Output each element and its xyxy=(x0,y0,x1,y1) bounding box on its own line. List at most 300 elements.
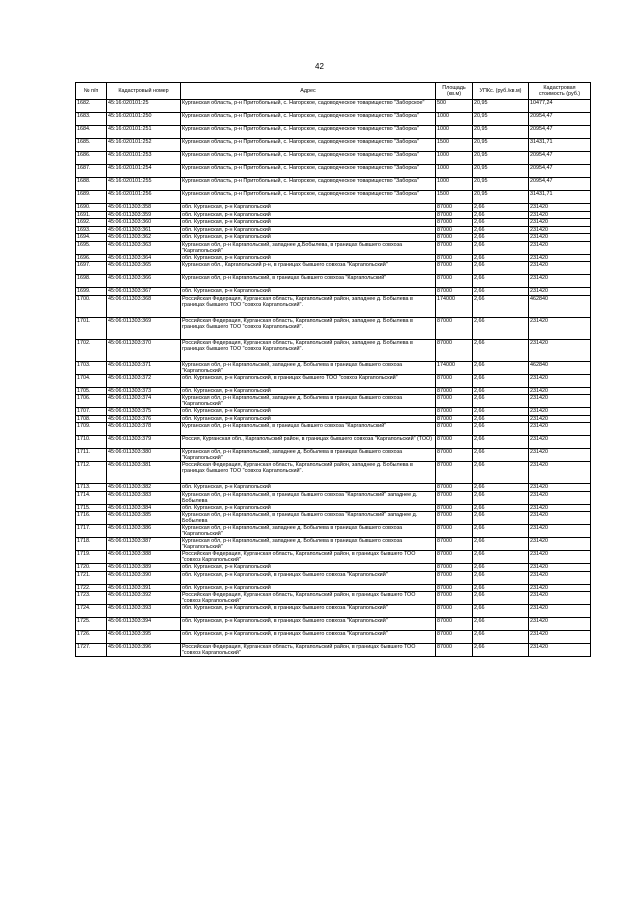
table-row xyxy=(76,564,591,572)
cell-cadastral-number: 45:16:020101:254 xyxy=(107,165,181,178)
cell-area: 87000 xyxy=(436,462,473,484)
cell-upks: 2,66 xyxy=(473,618,529,631)
cell-upks: 2,66 xyxy=(473,436,529,449)
table-row xyxy=(76,571,591,584)
cell-cadastral-number: 45:06:011303:364 xyxy=(107,254,181,262)
cell-address: Курганская обл, р-н Каргапольский, западнее д. Бобылева в границах бывшего совхоза "Каргапольский" xyxy=(181,525,436,538)
header-row xyxy=(76,83,591,100)
cell-area: 87000 xyxy=(436,219,473,227)
cell-cadastral-cost: 231420 xyxy=(529,584,591,592)
table-row xyxy=(76,423,591,436)
header-cadastral-cost: Кадастровая стоимость (руб.) xyxy=(529,83,591,100)
cell-upks: 2,66 xyxy=(473,512,529,525)
cell-cadastral-number: 45:06:011303:378 xyxy=(107,423,181,436)
cell-row-number: 1689. xyxy=(76,191,107,204)
cell-row-number: 1683. xyxy=(76,113,107,126)
cell-row-number: 1722. xyxy=(76,584,107,592)
cell-upks: 20,95 xyxy=(473,152,529,165)
cell-cadastral-number: 45:06:011303:389 xyxy=(107,564,181,572)
cell-row-number: 1702. xyxy=(76,339,107,361)
cell-row-number: 1699. xyxy=(76,288,107,296)
table-row xyxy=(76,605,591,618)
cell-area: 87000 xyxy=(436,592,473,605)
table-row xyxy=(76,618,591,631)
table-row xyxy=(76,226,591,234)
cell-area: 1500 xyxy=(436,191,473,204)
cell-row-number: 1682. xyxy=(76,100,107,113)
header-cadastral-number: Кадастровый номер xyxy=(107,83,181,100)
cell-address: Курганская область, р-н Притобольный, с. Нагорское, садоводческое товарищество "Заборка" xyxy=(181,113,436,126)
cell-row-number: 1696. xyxy=(76,254,107,262)
cell-row-number: 1695. xyxy=(76,241,107,254)
table-body xyxy=(76,100,591,657)
cell-area: 1000 xyxy=(436,113,473,126)
cell-address: обл. Курганская, р-н Каргапольский, в границах бывшего ТОО "совхоз Каргапольский" xyxy=(181,374,436,387)
cell-upks: 20,95 xyxy=(473,100,529,113)
cell-upks: 2,66 xyxy=(473,241,529,254)
cell-address: Курганская обл., Каргапольский р-н, в границах бывшего совхоза "Каргапольский" xyxy=(181,262,436,275)
cell-cadastral-number: 45:06:011303:358 xyxy=(107,204,181,212)
cell-address: обл. Курганская, р-н Каргапольский xyxy=(181,387,436,395)
table-row xyxy=(76,449,591,462)
cell-area: 1000 xyxy=(436,126,473,139)
cell-cadastral-number: 45:06:011303:390 xyxy=(107,571,181,584)
cell-cadastral-cost: 231420 xyxy=(529,415,591,423)
cell-area: 87000 xyxy=(436,374,473,387)
cell-cadastral-number: 45:16:020101:255 xyxy=(107,178,181,191)
cell-cadastral-number: 45:06:011303:388 xyxy=(107,551,181,564)
table-row xyxy=(76,100,591,113)
cell-upks: 2,66 xyxy=(473,631,529,644)
cell-upks: 2,66 xyxy=(473,484,529,492)
cell-cadastral-cost: 10477,24 xyxy=(529,100,591,113)
cell-cadastral-cost: 231420 xyxy=(529,423,591,436)
cell-row-number: 1715. xyxy=(76,504,107,512)
table-row xyxy=(76,288,591,296)
cell-cadastral-number: 45:06:011303:395 xyxy=(107,631,181,644)
cell-cadastral-cost: 231420 xyxy=(529,571,591,584)
cell-address: обл. Курганская, р-н Каргапольский xyxy=(181,484,436,492)
cell-address: Курганская область, р-н Притобольный, с. Нагорское, садоводческое товарищество "Заборское" xyxy=(181,100,436,113)
cell-cadastral-number: 45:16:020101:25 xyxy=(107,100,181,113)
cell-cadastral-number: 45:06:011303:375 xyxy=(107,408,181,416)
cell-cadastral-cost: 231420 xyxy=(529,484,591,492)
cell-address: Курганская обл, р-н Каргапольский, западнее д. Бобылева в границах бывшего совхоза "Каргапольский" xyxy=(181,395,436,408)
cell-address: Российская Федерация, Курганская область, Каргапольский район, в границах бывшего ТОО "совхоз Каргапольский" xyxy=(181,551,436,564)
cell-cadastral-number: 45:06:011303:396 xyxy=(107,644,181,657)
cell-upks: 2,66 xyxy=(473,415,529,423)
cell-cadastral-number: 45:06:011303:380 xyxy=(107,449,181,462)
cell-area: 87000 xyxy=(436,339,473,361)
cell-address: Курганская область, р-н Притобольный, с. Нагорское, садоводческое товарищество "Заборка" xyxy=(181,139,436,152)
cell-cadastral-number: 45:06:011303:361 xyxy=(107,226,181,234)
cell-cadastral-cost: 231420 xyxy=(529,241,591,254)
cell-address: Курганская обл, р-н Каргапольский, западнее д. Бобылева в границах бывшего совхоза "Каргапольский" xyxy=(181,449,436,462)
cell-cadastral-cost: 20954,47 xyxy=(529,178,591,191)
table-row xyxy=(76,211,591,219)
cell-upks: 2,66 xyxy=(473,317,529,339)
cell-upks: 2,66 xyxy=(473,504,529,512)
cell-cadastral-number: 45:06:011303:370 xyxy=(107,339,181,361)
cell-area: 87000 xyxy=(436,395,473,408)
cell-upks: 2,66 xyxy=(473,275,529,288)
table-row xyxy=(76,538,591,551)
cell-address: обл. Курганская, р-н Каргапольский, в границах бывшего совхоза "Каргапольский" xyxy=(181,618,436,631)
cell-address: обл. Курганская, р-н Каргапольский, в границах бывшего совхоза "Каргапольский" xyxy=(181,631,436,644)
cell-row-number: 1716. xyxy=(76,512,107,525)
cell-cadastral-number: 45:16:020101:256 xyxy=(107,191,181,204)
cell-upks: 20,95 xyxy=(473,113,529,126)
table-row xyxy=(76,234,591,242)
cell-address: Курганская область, р-н Притобольный, с. Нагорское, садоводческое товарищество "Заборка" xyxy=(181,152,436,165)
cadastral-register-table xyxy=(75,82,591,657)
table-row xyxy=(76,631,591,644)
table-row xyxy=(76,317,591,339)
cell-area: 87000 xyxy=(436,551,473,564)
cell-cadastral-cost: 231420 xyxy=(529,551,591,564)
cell-row-number: 1685. xyxy=(76,139,107,152)
cell-upks: 2,66 xyxy=(473,491,529,504)
cell-row-number: 1725. xyxy=(76,618,107,631)
cell-upks: 20,95 xyxy=(473,191,529,204)
cell-address: Курганская обл, р-н Каргапольский, западнее д.Бобылева, в границах бывшего совхоза "Каргапольский" xyxy=(181,241,436,254)
cell-cadastral-cost: 231420 xyxy=(529,525,591,538)
cell-row-number: 1707. xyxy=(76,408,107,416)
cell-upks: 2,66 xyxy=(473,564,529,572)
cell-cadastral-cost: 20954,47 xyxy=(529,126,591,139)
cell-address: Российская Федерация, Курганская область, Каргапольский район, западнее д. Бобылева в границах бывшего ТОО "совхоз Каргапольский". xyxy=(181,462,436,484)
cell-row-number: 1713. xyxy=(76,484,107,492)
cell-cadastral-cost: 20954,47 xyxy=(529,113,591,126)
cell-cadastral-cost: 231420 xyxy=(529,234,591,242)
cell-cadastral-number: 45:06:011303:368 xyxy=(107,295,181,317)
cell-cadastral-number: 45:06:011303:381 xyxy=(107,462,181,484)
cell-area: 87000 xyxy=(436,387,473,395)
cell-row-number: 1724. xyxy=(76,605,107,618)
table-row xyxy=(76,275,591,288)
table-row xyxy=(76,462,591,484)
cell-row-number: 1718. xyxy=(76,538,107,551)
cell-upks: 2,66 xyxy=(473,234,529,242)
cell-row-number: 1704. xyxy=(76,374,107,387)
cell-row-number: 1706. xyxy=(76,395,107,408)
table-row xyxy=(76,525,591,538)
cell-area: 87000 xyxy=(436,504,473,512)
cell-upks: 2,66 xyxy=(473,226,529,234)
cell-upks: 2,66 xyxy=(473,592,529,605)
table-row xyxy=(76,165,591,178)
cell-row-number: 1701. xyxy=(76,317,107,339)
cell-address: Курганская область, р-н Притобольный, с. Нагорское, садоводческое товарищество "Заборка" xyxy=(181,165,436,178)
cell-cadastral-number: 45:06:011303:384 xyxy=(107,504,181,512)
cell-cadastral-cost: 231420 xyxy=(529,564,591,572)
cell-cadastral-number: 45:06:011303:383 xyxy=(107,491,181,504)
table-row xyxy=(76,491,591,504)
cell-row-number: 1705. xyxy=(76,387,107,395)
cell-upks: 2,66 xyxy=(473,295,529,317)
cell-cadastral-cost: 231420 xyxy=(529,211,591,219)
header-upks: УПКс. (руб./кв.м) xyxy=(473,83,529,100)
cell-upks: 2,66 xyxy=(473,211,529,219)
cell-cadastral-number: 45:06:011303:394 xyxy=(107,618,181,631)
cell-row-number: 1700. xyxy=(76,295,107,317)
cell-address: Курганская обл, р-н Каргапольский, в границах бывшего совхоза "Каргапольский" западнее д. Бобылева xyxy=(181,512,436,525)
table-row xyxy=(76,262,591,275)
table-row xyxy=(76,436,591,449)
cell-cadastral-number: 45:06:011303:376 xyxy=(107,415,181,423)
table-row xyxy=(76,361,591,374)
cell-address: Курганская область, р-н Притобольный, с. Нагорское, садоводческое товарищество "Заборка" xyxy=(181,178,436,191)
cell-upks: 2,66 xyxy=(473,584,529,592)
cell-cadastral-number: 45:16:020101:252 xyxy=(107,139,181,152)
cell-row-number: 1726. xyxy=(76,631,107,644)
cell-row-number: 1688. xyxy=(76,178,107,191)
cell-upks: 20,95 xyxy=(473,178,529,191)
cell-area: 87000 xyxy=(436,631,473,644)
table-row xyxy=(76,408,591,416)
cell-address: обл. Курганская, р-н Каргапольский xyxy=(181,408,436,416)
cell-upks: 20,95 xyxy=(473,165,529,178)
table-row xyxy=(76,126,591,139)
cell-address: Российская Федерация, Курганская область, Каргапольский район, западнее д. Бобылева в границах бывшего ТОО "совхоз Каргапольский". xyxy=(181,295,436,317)
cell-area: 87000 xyxy=(436,484,473,492)
cell-upks: 2,66 xyxy=(473,262,529,275)
table-row xyxy=(76,339,591,361)
cell-cadastral-cost: 231420 xyxy=(529,449,591,462)
cell-row-number: 1697. xyxy=(76,262,107,275)
cell-area: 87000 xyxy=(436,644,473,657)
table-header xyxy=(76,83,591,100)
cell-cadastral-number: 45:16:020101:253 xyxy=(107,152,181,165)
cell-area: 1500 xyxy=(436,139,473,152)
cell-address: Курганская обл, р-н Каргапольский, в границах бывшего совхоза "Каргапольский" xyxy=(181,423,436,436)
cell-area: 87000 xyxy=(436,525,473,538)
cell-cadastral-cost: 231420 xyxy=(529,618,591,631)
cell-row-number: 1719. xyxy=(76,551,107,564)
table-row xyxy=(76,484,591,492)
cell-cadastral-cost: 231420 xyxy=(529,395,591,408)
cell-address: обл. Курганская, р-н Каргапольский xyxy=(181,504,436,512)
table-row xyxy=(76,139,591,152)
cell-cadastral-number: 45:06:011303:385 xyxy=(107,512,181,525)
cell-area: 87000 xyxy=(436,408,473,416)
cell-cadastral-cost: 231420 xyxy=(529,512,591,525)
table-row xyxy=(76,241,591,254)
cell-address: обл. Курганская, р-н Каргапольский xyxy=(181,254,436,262)
cell-cadastral-number: 45:06:011303:372 xyxy=(107,374,181,387)
cell-cadastral-cost: 231420 xyxy=(529,605,591,618)
cell-area: 87000 xyxy=(436,571,473,584)
cell-cadastral-number: 45:06:011303:387 xyxy=(107,538,181,551)
cell-area: 87000 xyxy=(436,512,473,525)
cell-upks: 2,66 xyxy=(473,361,529,374)
cell-cadastral-cost: 231420 xyxy=(529,408,591,416)
cell-cadastral-cost: 231420 xyxy=(529,538,591,551)
cell-area: 87000 xyxy=(436,538,473,551)
cell-cadastral-cost: 462840 xyxy=(529,361,591,374)
cell-address: Курганская область, р-н Притобольный, с. Нагорское, садоводческое товарищество "Заборка" xyxy=(181,191,436,204)
cell-cadastral-number: 45:06:011303:379 xyxy=(107,436,181,449)
cell-area: 87000 xyxy=(436,226,473,234)
cell-area: 87000 xyxy=(436,317,473,339)
cell-address: Курганская обл, р-н Каргапольский, в границах бывшего совхоза "Каргапольский" западнее д. Бобылева xyxy=(181,491,436,504)
cell-address: обл. Курганская, р-н Каргапольский xyxy=(181,584,436,592)
cell-row-number: 1687. xyxy=(76,165,107,178)
cell-address: Российская Федерация, Курганская область, Каргапольский район, в границах бывшего ТОО "совхоз Каргапольский" xyxy=(181,592,436,605)
cell-area: 87000 xyxy=(436,241,473,254)
cell-area: 87000 xyxy=(436,254,473,262)
cell-area: 87000 xyxy=(436,204,473,212)
table-row xyxy=(76,191,591,204)
cell-address: обл. Курганская, р-н Каргапольский xyxy=(181,219,436,227)
cell-cadastral-cost: 231420 xyxy=(529,226,591,234)
cell-cadastral-cost: 231420 xyxy=(529,317,591,339)
cell-upks: 2,66 xyxy=(473,339,529,361)
cell-cadastral-cost: 231420 xyxy=(529,262,591,275)
cell-area: 87000 xyxy=(436,262,473,275)
cell-cadastral-number: 45:06:011303:359 xyxy=(107,211,181,219)
cell-upks: 20,95 xyxy=(473,126,529,139)
cell-cadastral-cost: 231420 xyxy=(529,339,591,361)
cell-row-number: 1727. xyxy=(76,644,107,657)
cell-upks: 2,66 xyxy=(473,374,529,387)
cell-area: 174000 xyxy=(436,295,473,317)
cell-address: Российская Федерация, Курганская область, Каргапольский район, в границах бывшего ТОО "совхоз Каргапольский" xyxy=(181,644,436,657)
cell-cadastral-number: 45:06:011303:365 xyxy=(107,262,181,275)
cell-upks: 2,66 xyxy=(473,204,529,212)
table-row xyxy=(76,644,591,657)
cell-address: обл. Курганская, р-н Каргапольский, в границах бывшего совхоза "Каргапольский" xyxy=(181,605,436,618)
cell-row-number: 1684. xyxy=(76,126,107,139)
cell-cadastral-cost: 231420 xyxy=(529,644,591,657)
cell-row-number: 1721. xyxy=(76,571,107,584)
cell-area: 87000 xyxy=(436,605,473,618)
table-row xyxy=(76,113,591,126)
cell-cadastral-number: 45:06:011303:362 xyxy=(107,234,181,242)
table-row xyxy=(76,152,591,165)
cell-upks: 2,66 xyxy=(473,571,529,584)
cell-cadastral-number: 45:06:011303:393 xyxy=(107,605,181,618)
cell-cadastral-number: 45:06:011303:382 xyxy=(107,484,181,492)
cell-cadastral-cost: 231420 xyxy=(529,254,591,262)
header-area: Площадь (кв.м) xyxy=(436,83,473,100)
cell-area: 87000 xyxy=(436,618,473,631)
cell-cadastral-number: 45:06:011303:369 xyxy=(107,317,181,339)
cell-address: обл. Курганская, р-н Каргапольский xyxy=(181,204,436,212)
table-row xyxy=(76,512,591,525)
cell-cadastral-cost: 231420 xyxy=(529,387,591,395)
cell-area: 1000 xyxy=(436,165,473,178)
cell-upks: 2,66 xyxy=(473,525,529,538)
cell-row-number: 1709. xyxy=(76,423,107,436)
cell-address: обл. Курганская, р-н Каргапольский xyxy=(181,211,436,219)
cell-area: 87000 xyxy=(436,491,473,504)
cell-area: 87000 xyxy=(436,415,473,423)
cell-cadastral-cost: 231420 xyxy=(529,504,591,512)
cell-cadastral-number: 45:06:011303:392 xyxy=(107,592,181,605)
table-row xyxy=(76,584,591,592)
cell-area: 1000 xyxy=(436,152,473,165)
cell-row-number: 1708. xyxy=(76,415,107,423)
table-row xyxy=(76,551,591,564)
cell-area: 87000 xyxy=(436,275,473,288)
cell-area: 87000 xyxy=(436,584,473,592)
cell-upks: 2,66 xyxy=(473,254,529,262)
cell-cadastral-number: 45:06:011303:374 xyxy=(107,395,181,408)
cell-address: обл. Курганская, р-н Каргапольский xyxy=(181,564,436,572)
cell-row-number: 1690. xyxy=(76,204,107,212)
cell-row-number: 1703. xyxy=(76,361,107,374)
cell-area: 87000 xyxy=(436,211,473,219)
cell-upks: 2,66 xyxy=(473,605,529,618)
cell-cadastral-cost: 20954,47 xyxy=(529,165,591,178)
table-row xyxy=(76,178,591,191)
cell-cadastral-cost: 231420 xyxy=(529,288,591,296)
header-address: Адрес xyxy=(181,83,436,100)
cell-area: 87000 xyxy=(436,436,473,449)
cell-address: Курганская обл, р-н Каргапольский, западнее д. Бобылева в границах бывшего совхоза "Каргапольский" xyxy=(181,361,436,374)
cell-row-number: 1710. xyxy=(76,436,107,449)
table-row xyxy=(76,592,591,605)
cell-cadastral-number: 45:06:011303:373 xyxy=(107,387,181,395)
cell-address: Курганская обл, р-н Каргапольский, в границах бывшего совхоза "Каргапольский" xyxy=(181,275,436,288)
table-row xyxy=(76,504,591,512)
cell-row-number: 1717. xyxy=(76,525,107,538)
cell-cadastral-cost: 231420 xyxy=(529,219,591,227)
cell-cadastral-number: 45:06:011303:366 xyxy=(107,275,181,288)
cell-cadastral-cost: 231420 xyxy=(529,374,591,387)
cell-cadastral-cost: 231420 xyxy=(529,491,591,504)
cell-cadastral-cost: 462840 xyxy=(529,295,591,317)
cell-area: 87000 xyxy=(436,234,473,242)
cell-row-number: 1720. xyxy=(76,564,107,572)
cell-cadastral-cost: 231420 xyxy=(529,275,591,288)
cell-upks: 2,66 xyxy=(473,449,529,462)
cell-row-number: 1723. xyxy=(76,592,107,605)
cell-row-number: 1694. xyxy=(76,234,107,242)
cell-upks: 2,66 xyxy=(473,551,529,564)
table-row xyxy=(76,374,591,387)
cell-area: 87000 xyxy=(436,423,473,436)
cell-cadastral-number: 45:06:011303:363 xyxy=(107,241,181,254)
cell-upks: 2,66 xyxy=(473,408,529,416)
cell-upks: 2,66 xyxy=(473,219,529,227)
cell-address: Курганская обл, р-н Каргапольский, западнее д. Бобылева в границах бывшего совхоза "Каргапольский" xyxy=(181,538,436,551)
cell-address: Российская Федерация, Курганская область, Каргапольский район, западнее д. Бобылева в границах бывшего ТОО "совхоз Каргапольский". xyxy=(181,317,436,339)
cell-upks: 2,66 xyxy=(473,538,529,551)
cell-upks: 20,95 xyxy=(473,139,529,152)
cell-cadastral-cost: 31431,71 xyxy=(529,191,591,204)
cell-cadastral-number: 45:16:020101:250 xyxy=(107,113,181,126)
table-row xyxy=(76,219,591,227)
cell-cadastral-number: 45:06:011303:367 xyxy=(107,288,181,296)
cell-upks: 2,66 xyxy=(473,644,529,657)
table-row xyxy=(76,295,591,317)
cell-row-number: 1686. xyxy=(76,152,107,165)
table-row xyxy=(76,415,591,423)
cell-area: 87000 xyxy=(436,288,473,296)
cell-area: 500 xyxy=(436,100,473,113)
cell-address: обл. Курганская, р-н Каргапольский xyxy=(181,415,436,423)
cell-upks: 2,66 xyxy=(473,423,529,436)
table-row xyxy=(76,387,591,395)
table-row xyxy=(76,395,591,408)
cell-row-number: 1692. xyxy=(76,219,107,227)
cell-cadastral-cost: 231420 xyxy=(529,204,591,212)
cell-upks: 2,66 xyxy=(473,288,529,296)
cell-area: 1000 xyxy=(436,178,473,191)
cell-address: обл. Курганская, р-н Каргапольский xyxy=(181,288,436,296)
